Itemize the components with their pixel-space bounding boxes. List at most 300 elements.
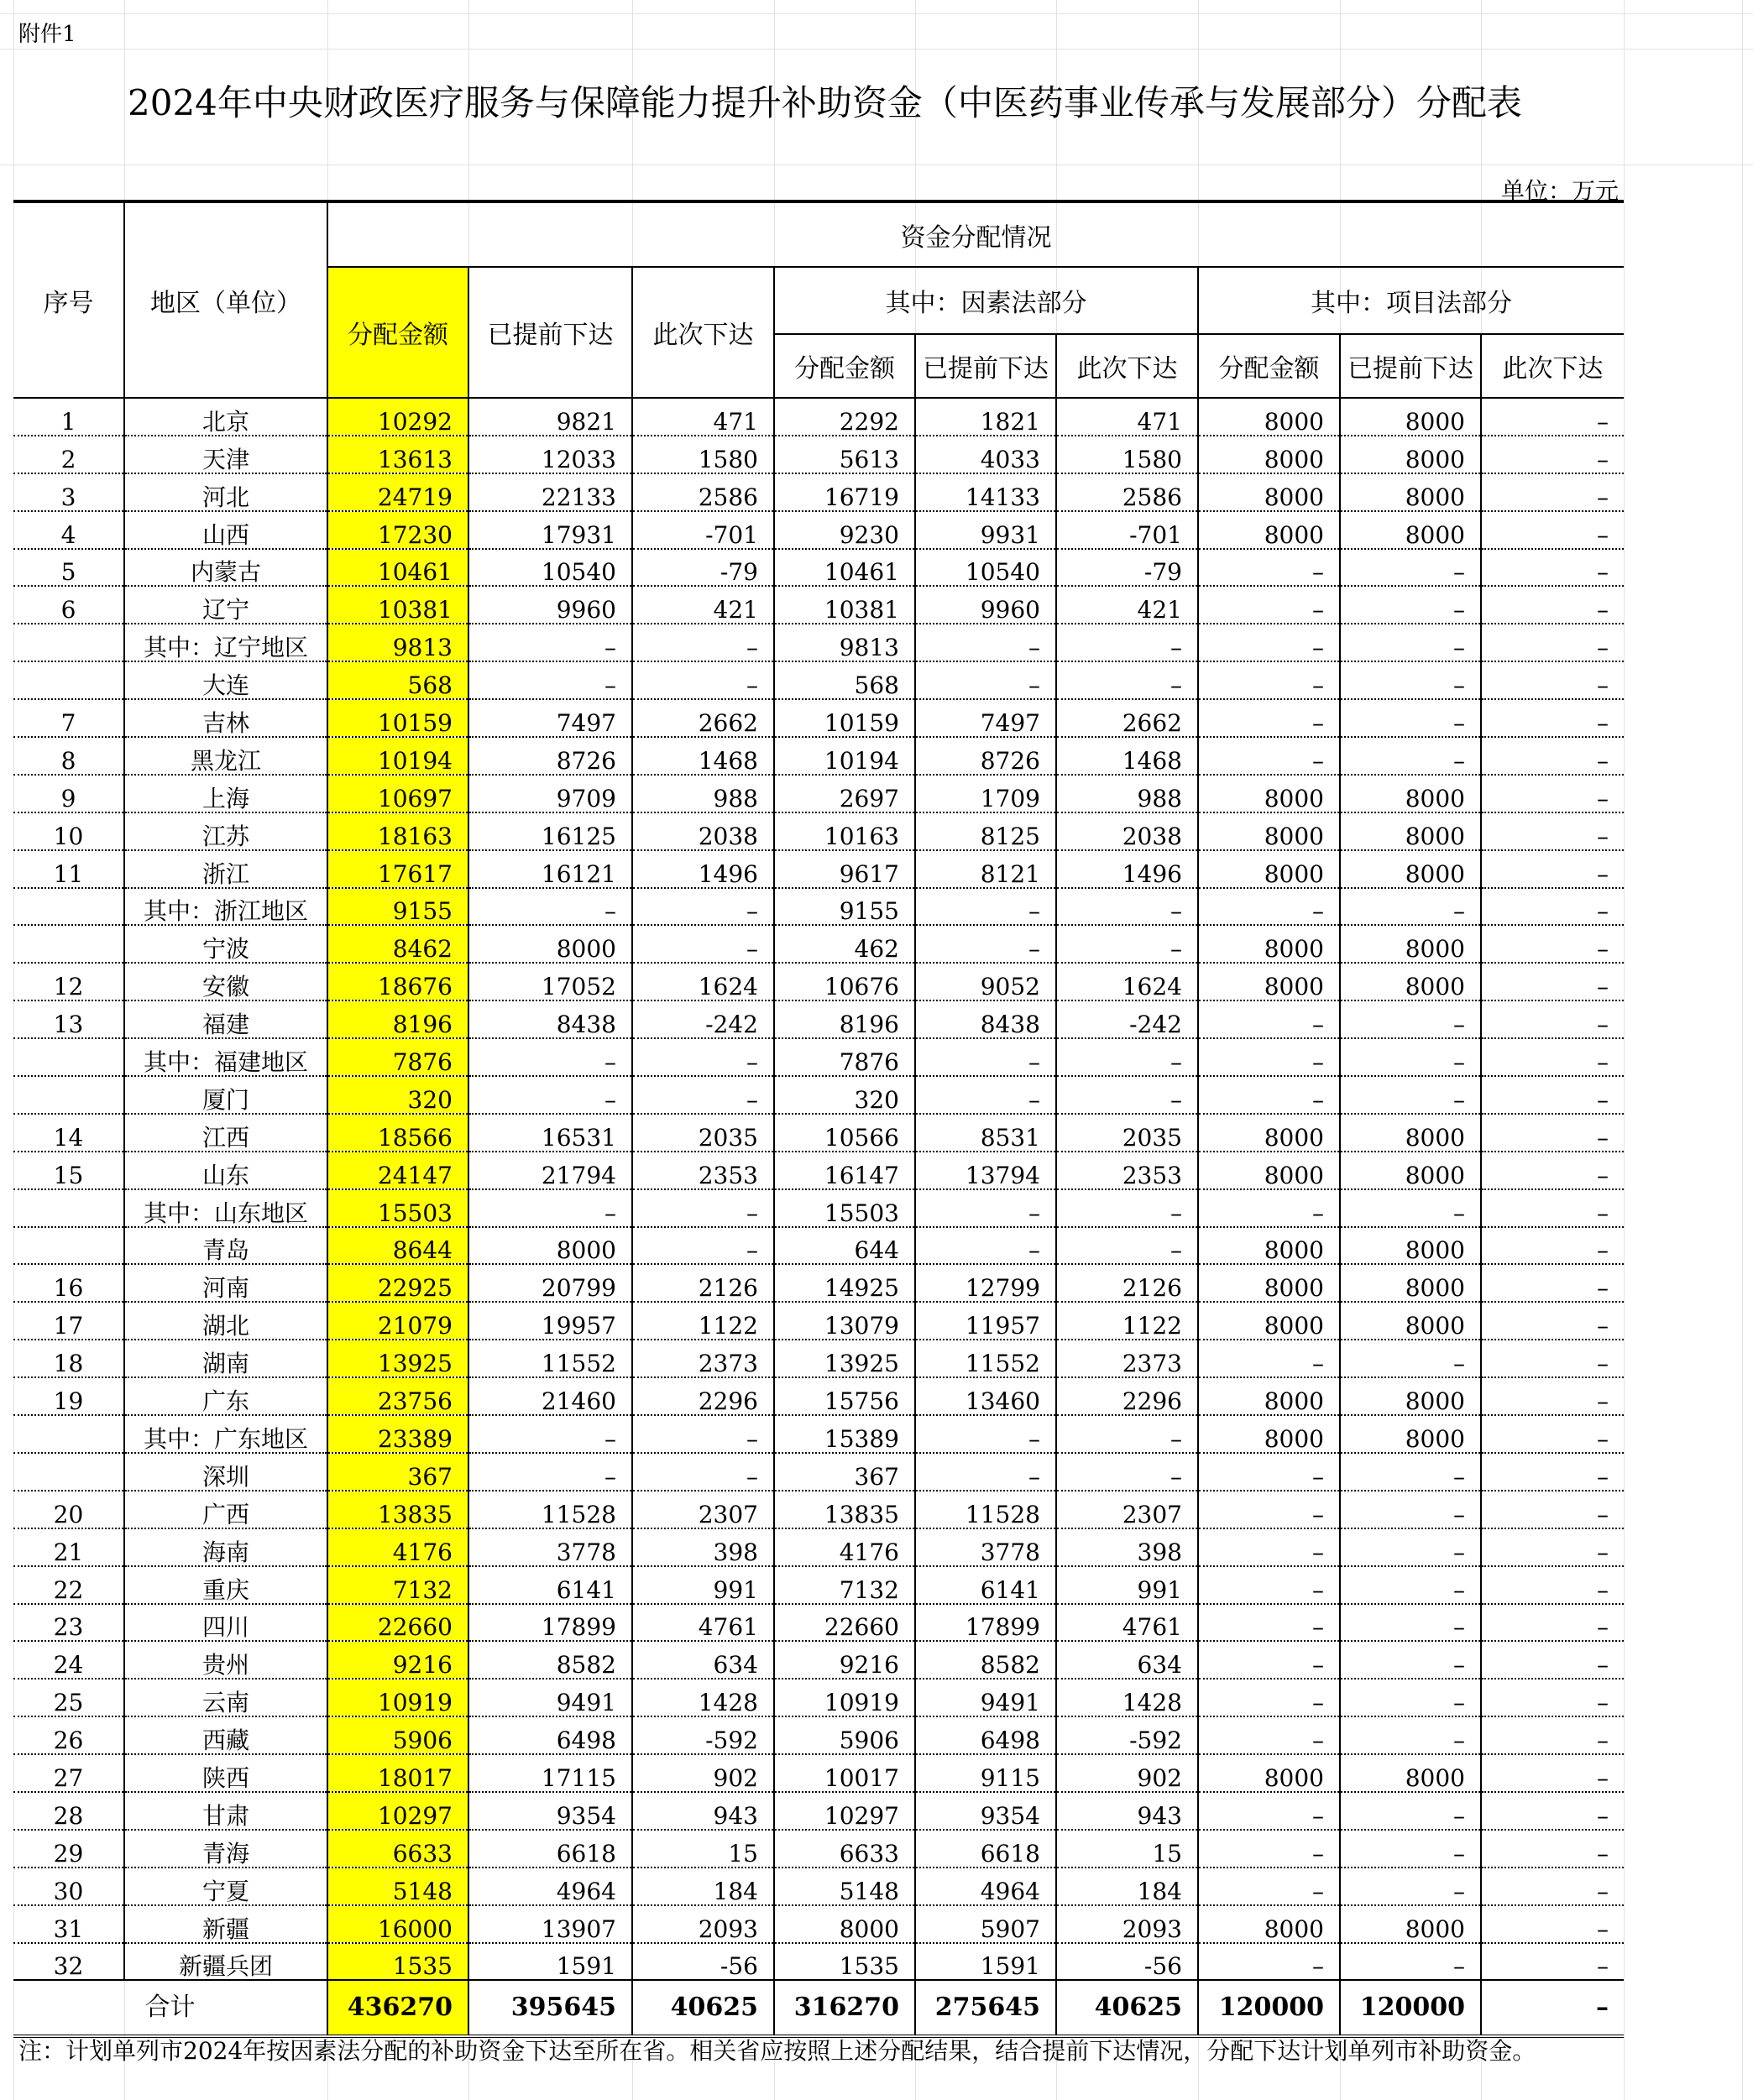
table-row xyxy=(13,511,1624,549)
cell-p-cur: – xyxy=(1481,812,1624,850)
cell-f-total: 15503 xyxy=(774,1189,915,1227)
cell-p-adv: 8000 xyxy=(1340,1377,1481,1415)
cell-p-cur: – xyxy=(1481,436,1624,473)
cell-f-cur: – xyxy=(1056,661,1198,699)
cell-f-adv: 6141 xyxy=(915,1566,1056,1604)
cell-adv: 17115 xyxy=(468,1754,632,1792)
cell-seq: 17 xyxy=(13,1302,124,1340)
cell-f-cur: – xyxy=(1056,1189,1198,1227)
cell-f-total: 10159 xyxy=(774,699,915,737)
cell-p-cur: – xyxy=(1481,1227,1624,1265)
cell-p-cur: – xyxy=(1481,1415,1624,1453)
cell-adv: 12033 xyxy=(468,436,632,473)
cell-cur: 1468 xyxy=(632,737,774,775)
cell-f-cur: – xyxy=(1056,925,1198,963)
cell-p-total: – xyxy=(1198,1038,1340,1076)
cell-adv: – xyxy=(468,1038,632,1076)
cell-p-total: – xyxy=(1198,1189,1340,1227)
cell-f-cur: 991 xyxy=(1056,1566,1198,1604)
cell-region: 云南 xyxy=(124,1679,327,1716)
cell-f-adv: 4033 xyxy=(915,436,1056,473)
cell-p-cur: – xyxy=(1481,737,1624,775)
cell-seq: 25 xyxy=(13,1679,124,1716)
cell-f-adv: – xyxy=(915,888,1056,926)
table-row xyxy=(13,1227,1624,1265)
cell-f-adv: 8726 xyxy=(915,737,1056,775)
cell-adv: 8582 xyxy=(468,1641,632,1679)
cell-p-total: – xyxy=(1198,1868,1340,1905)
cell-cur: 1428 xyxy=(632,1679,774,1716)
cell-f-cur: 471 xyxy=(1056,398,1198,436)
cell-f-total: 320 xyxy=(774,1076,915,1114)
cell-f-adv: – xyxy=(915,661,1056,699)
cell-f-adv: 1821 xyxy=(915,398,1056,436)
cell-p-cur: – xyxy=(1481,1152,1624,1189)
cell-f-total: 10919 xyxy=(774,1679,915,1716)
cell-total: 9155 xyxy=(327,888,468,926)
cell-region: 内蒙古 xyxy=(124,549,327,587)
table-row xyxy=(13,1264,1624,1302)
cell-f-cur: 2373 xyxy=(1056,1340,1198,1377)
cell-f-total: 10461 xyxy=(774,549,915,587)
cell-p-cur: – xyxy=(1481,1264,1624,1302)
cell-p-cur: – xyxy=(1481,1754,1624,1792)
cell-adv: 6618 xyxy=(468,1830,632,1868)
cell-adv: 8000 xyxy=(468,925,632,963)
cell-total: 10697 xyxy=(327,775,468,812)
cell-f-total: 6633 xyxy=(774,1830,915,1868)
page-title: 2024年中央财政医疗服务与保障能力提升补助资金（中医药事业传承与发展部分）分配表 xyxy=(128,82,1522,123)
cell-p-adv: 8000 xyxy=(1340,1264,1481,1302)
cell-f-adv: 11957 xyxy=(915,1302,1056,1340)
cell-seq: 21 xyxy=(13,1528,124,1566)
cell-p-total: – xyxy=(1198,586,1340,624)
cell-cur: 1122 xyxy=(632,1302,774,1340)
cell-p-total: 8000 xyxy=(1198,1415,1340,1453)
header-project-current: 此次下达 xyxy=(1481,334,1624,398)
table-row xyxy=(13,1114,1624,1152)
cell-f-total: 10381 xyxy=(774,586,915,624)
cell-total: 5906 xyxy=(327,1716,468,1754)
cell-p-cur: – xyxy=(1481,1604,1624,1642)
cell-p-adv: – xyxy=(1340,1604,1481,1642)
cell-adv: – xyxy=(468,888,632,926)
cell-cur: 2296 xyxy=(632,1377,774,1415)
cell-total: 23389 xyxy=(327,1415,468,1453)
cell-seq xyxy=(13,1038,124,1076)
cell-f-cur: -592 xyxy=(1056,1716,1198,1754)
cell-region: 其中：广东地区 xyxy=(124,1415,327,1453)
header-factor-part: 其中：因素法部分 xyxy=(774,267,1198,334)
cell-p-cur: – xyxy=(1481,1905,1624,1943)
table-row xyxy=(13,1754,1624,1792)
cell-adv: 17052 xyxy=(468,963,632,1000)
cell-region: 河南 xyxy=(124,1264,327,1302)
cell-region: 海南 xyxy=(124,1528,327,1566)
cell-total: 16000 xyxy=(327,1905,468,1943)
cell-cur: -592 xyxy=(632,1716,774,1754)
cell-region: 新疆兵团 xyxy=(124,1943,327,1981)
cell-p-cur: – xyxy=(1481,1566,1624,1604)
cell-seq: 2 xyxy=(13,436,124,473)
total-row xyxy=(13,1980,1624,2036)
gridline xyxy=(1742,0,1743,2100)
table-row xyxy=(13,775,1624,812)
header-factor-allocation: 分配金额 xyxy=(774,334,915,398)
cell-p-adv: – xyxy=(1340,1038,1481,1076)
cell-seq: 1 xyxy=(13,398,124,436)
cell-p-cur: – xyxy=(1481,1868,1624,1905)
cell-cur: 2373 xyxy=(632,1340,774,1377)
gridline xyxy=(0,13,1753,14)
cell-p-adv: 8000 xyxy=(1340,473,1481,511)
cell-total: 15503 xyxy=(327,1189,468,1227)
cell-p-total: 8000 xyxy=(1198,398,1340,436)
cell-p-adv: 120000 xyxy=(1340,1980,1481,2036)
cell-region: 重庆 xyxy=(124,1566,327,1604)
cell-seq: 16 xyxy=(13,1264,124,1302)
cell-p-total: 8000 xyxy=(1198,436,1340,473)
cell-cur: 634 xyxy=(632,1641,774,1679)
cell-p-adv: 8000 xyxy=(1340,1905,1481,1943)
table-row xyxy=(13,1943,1624,1981)
cell-f-adv: 13460 xyxy=(915,1377,1056,1415)
cell-f-cur: 2662 xyxy=(1056,699,1198,737)
header-region: 地区（单位） xyxy=(124,201,327,398)
cell-adv: 6141 xyxy=(468,1566,632,1604)
table-row xyxy=(13,436,1624,473)
cell-p-total: – xyxy=(1198,1453,1340,1491)
cell-p-adv: – xyxy=(1340,1528,1481,1566)
cell-p-total: – xyxy=(1198,699,1340,737)
cell-f-total: 10163 xyxy=(774,812,915,850)
cell-f-total: 568 xyxy=(774,661,915,699)
cell-p-cur: – xyxy=(1481,1528,1624,1566)
cell-p-total: 8000 xyxy=(1198,1114,1340,1152)
table-row xyxy=(13,888,1624,926)
allocation-table xyxy=(13,200,1624,2038)
cell-region: 湖南 xyxy=(124,1340,327,1377)
cell-p-cur: – xyxy=(1481,1491,1624,1528)
cell-seq: 10 xyxy=(13,812,124,850)
cell-region: 宁波 xyxy=(124,925,327,963)
cell-p-adv: – xyxy=(1340,586,1481,624)
cell-region: 吉林 xyxy=(124,699,327,737)
cell-f-adv: 8531 xyxy=(915,1114,1056,1152)
table-row xyxy=(13,586,1624,624)
cell-f-cur: 1122 xyxy=(1056,1302,1198,1340)
header-project-allocation: 分配金额 xyxy=(1198,334,1340,398)
cell-p-adv: – xyxy=(1340,1792,1481,1830)
cell-f-total: 2292 xyxy=(774,398,915,436)
cell-f-adv: 8121 xyxy=(915,850,1056,888)
cell-f-total: 462 xyxy=(774,925,915,963)
cell-f-adv: 9491 xyxy=(915,1679,1056,1716)
gridline xyxy=(0,49,1753,50)
header-project-part: 其中：项目法部分 xyxy=(1198,267,1624,334)
table-row xyxy=(13,1189,1624,1227)
cell-p-total: – xyxy=(1198,1716,1340,1754)
cell-seq: 19 xyxy=(13,1377,124,1415)
cell-p-total: 8000 xyxy=(1198,1264,1340,1302)
table-row xyxy=(13,1076,1624,1114)
cell-f-adv: 13794 xyxy=(915,1152,1056,1189)
cell-total: 1535 xyxy=(327,1943,468,1981)
cell-region: 贵州 xyxy=(124,1641,327,1679)
cell-total: 7876 xyxy=(327,1038,468,1076)
cell-p-adv: – xyxy=(1340,1491,1481,1528)
table-row xyxy=(13,850,1624,888)
cell-f-total: 15389 xyxy=(774,1415,915,1453)
cell-p-cur: – xyxy=(1481,1980,1624,2036)
cell-p-adv: 8000 xyxy=(1340,812,1481,850)
cell-seq: 29 xyxy=(13,1830,124,1868)
cell-f-total: 316270 xyxy=(774,1980,915,2036)
cell-f-adv: 4964 xyxy=(915,1868,1056,1905)
cell-p-cur: – xyxy=(1481,1792,1624,1830)
cell-total: 10292 xyxy=(327,398,468,436)
cell-total: 568 xyxy=(327,661,468,699)
cell-p-adv: – xyxy=(1340,1566,1481,1604)
cell-p-cur: – xyxy=(1481,398,1624,436)
cell-f-adv: 6618 xyxy=(915,1830,1056,1868)
cell-p-total: – xyxy=(1198,1830,1340,1868)
cell-cur: 2038 xyxy=(632,812,774,850)
cell-p-adv: – xyxy=(1340,1453,1481,1491)
cell-f-total: 10194 xyxy=(774,737,915,775)
cell-seq: 11 xyxy=(13,850,124,888)
table-row xyxy=(13,1830,1624,1868)
cell-cur: – xyxy=(632,1189,774,1227)
cell-p-adv: 8000 xyxy=(1340,1754,1481,1792)
table-row xyxy=(13,624,1624,661)
table-body xyxy=(13,398,1624,2036)
cell-cur: – xyxy=(632,888,774,926)
cell-region: 四川 xyxy=(124,1604,327,1642)
cell-f-total: 5148 xyxy=(774,1868,915,1905)
cell-p-adv: – xyxy=(1340,1716,1481,1754)
cell-cur: – xyxy=(632,1415,774,1453)
cell-f-cur: – xyxy=(1056,888,1198,926)
cell-cur: 40625 xyxy=(632,1980,774,2036)
cell-f-total: 9155 xyxy=(774,888,915,926)
cell-f-total: 644 xyxy=(774,1227,915,1265)
cell-f-cur: 2296 xyxy=(1056,1377,1198,1415)
cell-p-adv: 8000 xyxy=(1340,1415,1481,1453)
cell-p-cur: – xyxy=(1481,699,1624,737)
cell-f-total: 5613 xyxy=(774,436,915,473)
cell-region: 辽宁 xyxy=(124,586,327,624)
table-row xyxy=(13,1302,1624,1340)
table-row xyxy=(13,661,1624,699)
cell-adv: 22133 xyxy=(468,473,632,511)
cell-f-total: 10566 xyxy=(774,1114,915,1152)
cell-adv: 20799 xyxy=(468,1264,632,1302)
cell-p-adv: 8000 xyxy=(1340,511,1481,549)
cell-p-cur: – xyxy=(1481,1830,1624,1868)
cell-f-total: 10297 xyxy=(774,1792,915,1830)
cell-f-total: 14925 xyxy=(774,1264,915,1302)
cell-f-adv: 1709 xyxy=(915,775,1056,812)
table-row xyxy=(13,1604,1624,1642)
cell-f-cur: 1580 xyxy=(1056,436,1198,473)
cell-adv: 9354 xyxy=(468,1792,632,1830)
cell-cur: 2035 xyxy=(632,1114,774,1152)
cell-total: 10159 xyxy=(327,699,468,737)
cell-cur: -701 xyxy=(632,511,774,549)
cell-cur: 943 xyxy=(632,1792,774,1830)
cell-p-cur: – xyxy=(1481,549,1624,587)
cell-f-adv: 9354 xyxy=(915,1792,1056,1830)
cell-p-adv: – xyxy=(1340,1189,1481,1227)
cell-cur: 421 xyxy=(632,586,774,624)
cell-region: 山西 xyxy=(124,511,327,549)
total-label: 合计 xyxy=(13,1980,327,2036)
cell-p-total: 8000 xyxy=(1198,1754,1340,1792)
cell-adv: 21794 xyxy=(468,1152,632,1189)
cell-p-cur: – xyxy=(1481,1038,1624,1076)
table-row xyxy=(13,1716,1624,1754)
cell-p-adv: – xyxy=(1340,1868,1481,1905)
cell-total: 18163 xyxy=(327,812,468,850)
cell-f-cur: 1624 xyxy=(1056,963,1198,1000)
table-row xyxy=(13,1000,1624,1038)
cell-p-cur: – xyxy=(1481,473,1624,511)
cell-p-total: – xyxy=(1198,888,1340,926)
table-row xyxy=(13,1641,1624,1679)
cell-adv: 11528 xyxy=(468,1491,632,1528)
cell-adv: 8438 xyxy=(468,1000,632,1038)
cell-p-total: 8000 xyxy=(1198,925,1340,963)
cell-f-adv: 17899 xyxy=(915,1604,1056,1642)
cell-cur: – xyxy=(632,1038,774,1076)
cell-total: 367 xyxy=(327,1453,468,1491)
cell-region: 山东 xyxy=(124,1152,327,1189)
cell-total: 9216 xyxy=(327,1641,468,1679)
cell-p-total: – xyxy=(1198,1076,1340,1114)
cell-p-total: 120000 xyxy=(1198,1980,1340,2036)
cell-seq: 32 xyxy=(13,1943,124,1981)
header-factor-advance: 已提前下达 xyxy=(915,334,1056,398)
unit-label: 单位：万元 xyxy=(1500,177,1619,205)
cell-f-total: 10676 xyxy=(774,963,915,1000)
cell-p-total: 8000 xyxy=(1198,1302,1340,1340)
cell-cur: 2126 xyxy=(632,1264,774,1302)
cell-f-cur: 2035 xyxy=(1056,1114,1198,1152)
cell-f-cur: -242 xyxy=(1056,1000,1198,1038)
cell-cur: 4761 xyxy=(632,1604,774,1642)
cell-f-cur: 2126 xyxy=(1056,1264,1198,1302)
header-project-advance: 已提前下达 xyxy=(1340,334,1481,398)
cell-p-total: – xyxy=(1198,1641,1340,1679)
cell-cur: 988 xyxy=(632,775,774,812)
cell-f-total: 13079 xyxy=(774,1302,915,1340)
cell-seq xyxy=(13,1189,124,1227)
cell-f-cur: – xyxy=(1056,1076,1198,1114)
cell-f-total: 13835 xyxy=(774,1491,915,1528)
cell-total: 10461 xyxy=(327,549,468,587)
cell-p-total: 8000 xyxy=(1198,473,1340,511)
cell-p-total: – xyxy=(1198,1604,1340,1642)
cell-region: 青岛 xyxy=(124,1227,327,1265)
cell-adv: 11552 xyxy=(468,1340,632,1377)
cell-f-adv: 8125 xyxy=(915,812,1056,850)
cell-p-adv: – xyxy=(1340,1340,1481,1377)
cell-f-cur: 2038 xyxy=(1056,812,1198,850)
cell-adv: – xyxy=(468,1076,632,1114)
cell-seq: 3 xyxy=(13,473,124,511)
cell-f-adv: 5907 xyxy=(915,1905,1056,1943)
cell-seq: 13 xyxy=(13,1000,124,1038)
cell-adv: 21460 xyxy=(468,1377,632,1415)
cell-p-cur: – xyxy=(1481,1377,1624,1415)
cell-p-cur: – xyxy=(1481,925,1624,963)
cell-seq xyxy=(13,888,124,926)
cell-adv: 4964 xyxy=(468,1868,632,1905)
cell-seq: 22 xyxy=(13,1566,124,1604)
cell-seq: 18 xyxy=(13,1340,124,1377)
table-row xyxy=(13,1868,1624,1905)
cell-p-cur: – xyxy=(1481,1716,1624,1754)
header-advance: 已提前下达 xyxy=(468,267,632,398)
cell-adv: 6498 xyxy=(468,1716,632,1754)
cell-f-adv: – xyxy=(915,624,1056,661)
cell-p-adv: – xyxy=(1340,888,1481,926)
cell-p-adv: 8000 xyxy=(1340,850,1481,888)
cell-adv: – xyxy=(468,624,632,661)
table-row xyxy=(13,1491,1624,1528)
table-row xyxy=(13,1792,1624,1830)
cell-region: 其中：山东地区 xyxy=(124,1189,327,1227)
cell-f-adv: 6498 xyxy=(915,1716,1056,1754)
cell-region: 北京 xyxy=(124,398,327,436)
cell-seq: 20 xyxy=(13,1491,124,1528)
cell-cur: – xyxy=(632,1453,774,1491)
cell-adv: – xyxy=(468,661,632,699)
cell-p-adv: 8000 xyxy=(1340,1302,1481,1340)
table-row xyxy=(13,1377,1624,1415)
cell-p-cur: – xyxy=(1481,775,1624,812)
cell-seq: 24 xyxy=(13,1641,124,1679)
cell-cur: – xyxy=(632,1227,774,1265)
cell-seq: 4 xyxy=(13,511,124,549)
cell-f-cur: – xyxy=(1056,1453,1198,1491)
cell-seq: 15 xyxy=(13,1152,124,1189)
table-row xyxy=(13,737,1624,775)
cell-total: 8196 xyxy=(327,1000,468,1038)
cell-region: 深圳 xyxy=(124,1453,327,1491)
cell-f-cur: -79 xyxy=(1056,549,1198,587)
cell-cur: 184 xyxy=(632,1868,774,1905)
cell-seq: 7 xyxy=(13,699,124,737)
cell-p-adv: – xyxy=(1340,737,1481,775)
cell-f-adv: 11552 xyxy=(915,1340,1056,1377)
cell-total: 22925 xyxy=(327,1264,468,1302)
cell-seq: 30 xyxy=(13,1868,124,1905)
cell-adv: 395645 xyxy=(468,1980,632,2036)
cell-adv: 17899 xyxy=(468,1604,632,1642)
cell-p-total: – xyxy=(1198,1340,1340,1377)
cell-total: 17230 xyxy=(327,511,468,549)
cell-p-cur: – xyxy=(1481,1943,1624,1981)
cell-adv: 16121 xyxy=(468,850,632,888)
cell-p-total: 8000 xyxy=(1198,1152,1340,1189)
cell-p-total: – xyxy=(1198,624,1340,661)
cell-p-adv: 8000 xyxy=(1340,925,1481,963)
cell-f-adv: 10540 xyxy=(915,549,1056,587)
cell-f-adv: 9052 xyxy=(915,963,1056,1000)
attachment-label: 附件1 xyxy=(18,22,76,47)
